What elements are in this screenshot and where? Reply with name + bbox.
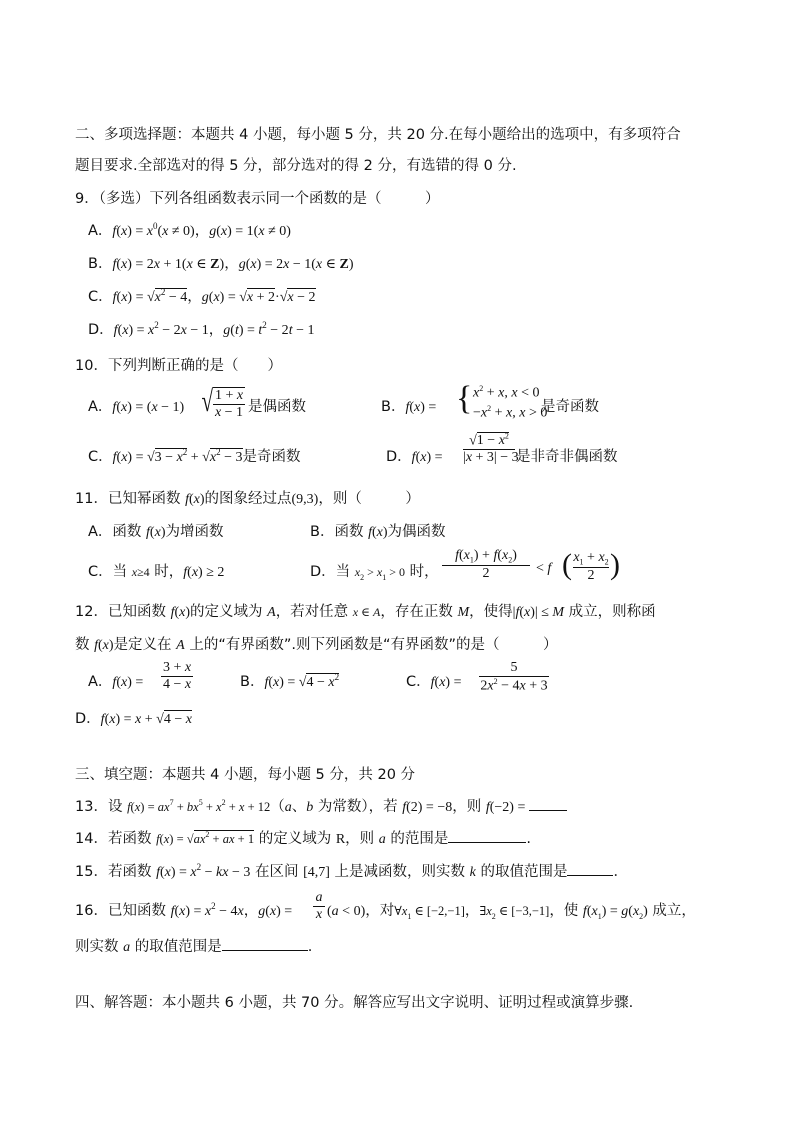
question-12-line-1: 12．已知函数 f(x)的定义域为 A，若对任意 x ∈ A，存在正数 M，使得|f(x)| ≤ M 成立，则称函: [75, 604, 656, 620]
question-15: 15．若函数 $f(x) = x^2$ − kx − 3 在区间 [4,7] 上是减函数，则实数 k 的取值范围是 ．: [75, 862, 628, 880]
question-13: 13．设 $f(x) = ax^7 + bx^5 + x^2 + x + 12(a$、b 为常数），若 f(2) = −8，则 f(−2) =: [75, 795, 567, 816]
question-12-option-a: A．f(x) = 3 + x 4 − x: [88, 660, 192, 692]
question-12-option-c: C．f(x) = 5 $2x^2 - 4x + 3$: [406, 660, 548, 694]
question-10-option-c: C．$f(x) = √3 - x^2 + √x^2 - 3$是奇函数: [88, 447, 301, 465]
question-9-option-a: A．$f(x) = x^0(x \ne 0)$，g(x) = 1(x ≠ 0): [88, 221, 291, 239]
question-9-stem: 9．（多选）下列各组函数表示同一个函数的是（ ）: [75, 191, 440, 207]
section-header-3: 三、填空题：本题共 4 小题，每小题 5 分，共 20 分: [75, 767, 416, 783]
question-9-option-b: B．f(x) = 2x + 1(x ∈ Z)，g(x) = 2x − 1(x ∈ Z): [88, 256, 354, 272]
question-9-option-d: D．$f(x) = x^2 - 2x - 1$，$g(t) = t^2 - 2t - 1$: [88, 320, 315, 338]
section-header-line-2: 题目要求.全部选对的得 5 分，部分选对的得 2 分，有选错的得 0 分.: [75, 158, 517, 174]
question-12-option-b: B．$f(x) = √4 - x^2$: [240, 672, 340, 690]
question-10-stem: 10．下列判断正确的是（ ）: [75, 358, 282, 374]
question-11-option-b: B．函数 f(x)为偶函数: [310, 524, 446, 540]
question-9-option-c: C．$f(x) = √x^2 - 4$，g(x) = √x + 2·√x − 2: [88, 287, 316, 305]
question-11-stem: 11．已知幂函数 f(x)的图象经过点(9,3)，则（ ）: [75, 491, 420, 507]
question-11-option-c: C．当 x≥4 时，f(x) ≥ 2: [88, 564, 225, 580]
question-16-line-2: 则实数 a 的取值范围是 .: [75, 939, 313, 955]
section-header-4: 四、解答题：本小题共 6 小题，共 70 分。解答应写出文字说明、证明过程或演算步骤.: [75, 995, 634, 1011]
section-header: 二、多项选择题：本题共 4 小题，每小题 5 分，共 20 分.在每小题给出的选项中，有多项符合: [75, 127, 681, 143]
question-12-line-2: 数 f(x)是定义在 A 上的“有界函数”.则下列函数是“有界函数”的是（ ）: [75, 637, 558, 653]
question-14: 14．若函数 $f(x) = √ax^2$ + ax + 1 的定义域为 R，则 a 的范围是 .: [75, 830, 531, 847]
question-11-option-a: A．函数 f(x)为增函数: [88, 524, 224, 540]
question-12-option-d: D．f(x) = x + √4 − x: [75, 711, 192, 727]
